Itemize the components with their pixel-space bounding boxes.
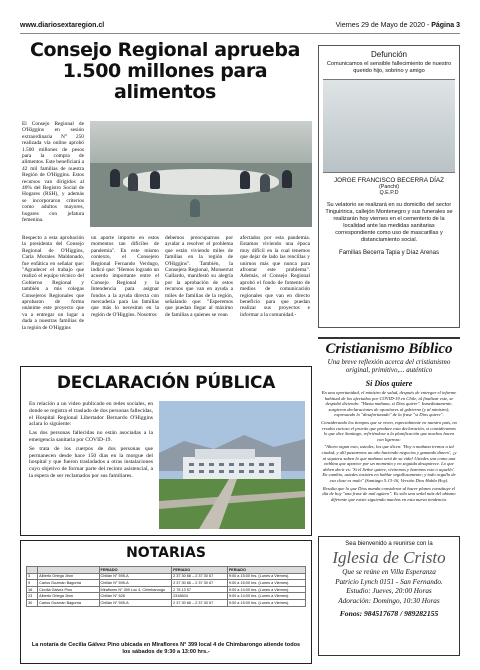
hospital-photo <box>159 401 305 529</box>
church-study-time: Estudio: Jueves, 20:00 Horas <box>346 587 432 595</box>
obituary-intro: Comunicamos el sensible fallecimiento de nuestro querido hijo, sobrino y amigo <box>326 61 452 74</box>
table-row <box>27 580 306 587</box>
notarias-title: NOTARIAS <box>126 545 206 561</box>
cristianismo-subtitle: Una breve reflexión acerca del cristianismo original, primitivo,... auténtico <box>327 358 451 374</box>
table-cell: 2 78 13 57 <box>172 586 228 593</box>
table-cell: 9:00 a 14:00 hrs. (Lunes a Viernes). <box>227 593 305 600</box>
church-invite: Sea bienvenido a reunirse con la <box>345 541 433 547</box>
table-cell: 2 37 30 66 – 2 37 30 67 <box>172 573 228 580</box>
declaracion-box <box>20 366 312 536</box>
table-row <box>27 593 306 600</box>
church-worship-time: Adoración: Domingo, 10:30 Horas <box>338 596 440 605</box>
table-cell: 23 <box>27 593 38 600</box>
declaracion-paragraph: Se trata de los cuerpos de dos personas que permanecen desde hace 150 días en la morgue del hospital y que fueron trasladados a otras instalaciones cuyo objetivo de formar parte del recinto asistencial, a la espera de ser reclamados por sus familiares. <box>29 445 153 479</box>
table-cell: Carlos Guzmán Bagorria <box>38 599 99 606</box>
notarias-footer: La notaría de Cecilia Gálvez Pino ubicada en Miraflores N° 399 local 4 de Chimbarongo atiende todos los sábados de 9:30 a 13:00 hrs.- <box>31 642 301 655</box>
article-column-1a: El Consejo Regional de O'Higgins en sesión extraordinaria N° 250 realizada vía online aprobó 1.500 millones de pesos para la compra de alimentos. Este beneficiará a 42 mil familias de nuestra Región de O'Higgins. Estos recursos van dirigidos al 40% del Registro Social de Hogares (RSH), y además se incorporaron criterios como adultos mayores, hogares con jefatura femenina. <box>22 121 84 224</box>
table-cell: Carlos Guzmán Bagorria <box>38 580 99 587</box>
table-cell: 16 <box>27 586 38 593</box>
column-header <box>38 567 99 574</box>
table-cell: Chillán N° 595-A <box>99 573 172 580</box>
obituary-qepd: Q.E.P.D <box>379 190 399 196</box>
obituary-title: Defunción <box>370 50 408 59</box>
page-number: Página 3 <box>431 22 460 29</box>
article-column-1b: Respecto a esta aprobación la presidenta del Consejo Regional de O'Higgins, Carla Morales Maldonado, fue enfática en señalar que: "Agradecer el trabajo que realizó el equipo técnico del Gobierno Regional y también a mis colegas Consejeros Regionales que aprobaron de forma unánime este proyecto que va a entregar un lugar a dada a nuestras familias de la región de O'Higgins <box>22 235 84 331</box>
cristianismo-heading: Si Dios quiere <box>365 379 413 388</box>
obituary-body: Su velatorio se realizará en su domicilio del sector Tinguiririca, callejón Montenegro y sus funerales se realizarán hoy viernes en el cementerio de la localidad ante las medidas sanitarias correspondiente como uso de mascarillas y distanciamiento social. <box>325 202 453 244</box>
column-header: FERIADO <box>227 567 305 574</box>
table-row <box>27 599 306 606</box>
declaracion-paragraph: Las dos personas fallecidas no están asociadas a la emergencia sanitaria por COVID-19. <box>29 430 153 443</box>
table-cell: 2318604 <box>172 593 228 600</box>
obituary-family: Familias Becerra Tapia y Díaz Arenas <box>339 250 439 257</box>
cristianismo-paragraph: "Ahora oigan esto, ustedes, los que dicen: 'Hoy o mañana iremos a tal ciudad, y allí pasaremos un año haciendo negocios y ganando dinero', ¡y ni siquiera saben lo que mañana será de su vida! Ustedes son como una neblina que aparece por un momento y en seguida desaparece. Lo que deben decir es: 'Si el Señor quiere, viviremos y haremos esto o aquello'. En cambio, ustedes insisten en hablar orgullosamente; y todo orgullo de esa clase es malo" (Santiago 5:13-16, Versión Dios Habla Hoy). <box>321 444 457 483</box>
article-photo <box>90 121 312 227</box>
church-name: Iglesia de Cristo <box>332 548 446 567</box>
table-row <box>27 573 306 580</box>
column-header: FERIADO <box>99 567 172 574</box>
table-cell: 3 <box>27 573 38 580</box>
declaracion-text <box>29 401 153 480</box>
table-cell: Cecilia Gálvez Pino <box>38 586 99 593</box>
church-location: Que se reúne en Villa Esperanza <box>342 568 436 576</box>
table-cell: 2 37 30 66 – 2 37 30 67 <box>172 580 228 587</box>
table-cell: Alberto Ortega Jiron <box>38 593 99 600</box>
article-column-3: debemos preocuparnos por ayudar a resolver el problema que están viviendo miles de familias en la región de O'Higgins". También, la Consejera Regional, Monserrat Gallardo, manifestó su alegría por la aprobación de estos recursos que van en ayuda a miles de familias de la región, señalando que: "Esperemos que puedan llegar al máximo de familias a quienes se vean <box>165 235 233 318</box>
church-address: Patricio Lynch 0151 - San Fernando. <box>335 577 443 586</box>
table-header-row <box>27 567 306 574</box>
cristianismo-title: Cristianismo Bíblico <box>325 341 453 357</box>
column-header <box>27 567 38 574</box>
declaracion-paragraph: En relación a un video publicado en redes sociales, en donde se registra el traslado de dos personas fallecidas, el Hospital Regional Libertador Bernardo O'Higgins aclara lo siguiente: <box>29 401 153 428</box>
article-column-2: un aporte importe en estos momentos tan difíciles de pandemia". En este mismo contexto, el Consejero Regional Fernando Verdugo, indicó que: "Hemos logrado un acuerdo importante entre el Consejo Regional y la Intendencia para asignar fondos a la ayuda directa con mercadería para las familias que más lo necesitan en la región de O'Higgins. Nosotros <box>91 235 159 318</box>
table-cell: Chillán N° 595-A <box>99 580 172 587</box>
cristianismo-paragraph: Resulta que lo que Dios manda considerar al hacer planes constituye el día de hoy "una frase de mal agüero". Es sólo una señal más del abismo diferente que existe siguiendo muchos en esta nueva tendencia. <box>322 485 456 502</box>
table-row <box>27 586 306 593</box>
article-headline: Consejo Regional aprueba 1.500 millones para alimentos <box>29 39 301 103</box>
cristianismo-paragraph: En una oportunidad, el ministro de salud, después de entregar el informe habitual de los afectados por COVID-19 en Chile, al finalizar este, se despidió diciendo: "Hasta mañana, si Dios quiere". Inmediatamente, surgieron declaraciones de opositores al gobierno (y al ministro), expresando lo "desafortunado" de la frase "si Dios quiere". <box>321 390 457 418</box>
page-header <box>20 20 460 34</box>
obituary-name: JORGE FRANCISCO BECERRA DÍAZ <box>333 176 445 184</box>
table-cell: 9:00 a 15:00 hrs. (Lunes a Viernes). <box>227 580 305 587</box>
church-ad <box>318 536 460 656</box>
declaracion-title: DECLARACIÓN PÚBLICA <box>56 373 276 393</box>
notarias-table <box>26 566 306 607</box>
church-phones: Fonos: 984517678 / 989282155 <box>339 609 439 618</box>
obituary-image <box>323 79 455 173</box>
site-url[interactable]: www.diariosextaregion.cl <box>20 22 105 29</box>
table-cell: Alberto Ortega Jiron <box>38 573 99 580</box>
table-cell: 9:00 a 14:00 hrs. (Lunes a Viernes). <box>227 586 305 593</box>
table-cell: Chillán N° 595-A <box>99 599 172 606</box>
obituary-box <box>318 45 460 328</box>
table-cell: Chillán N° 626 <box>99 593 172 600</box>
table-cell: 9:00 a 15:00 hrs. (Lunes a Viernes). <box>227 599 305 606</box>
table-cell: Miraflores N° 399 Loc 4, Chimbarongo <box>99 586 172 593</box>
notarias-box <box>20 540 312 664</box>
article-column-4: afectados por esta pandemia. Estamos viviendo una época muy difícil en la cual tenemos que dejar de lado las rencillas y unirnos más que nunca para afrontar este problema". Además, el Consejo Regional aprobó el fondo de fomento de medios de comunicación regionales que van en directo beneficio para que puedan realizar sus proyectos e informar a la comunidad.- <box>240 235 310 318</box>
cristianismo-paragraph: Considerando los tiempos que se viven, especialmente en nuestro país, no resulta curioso el prurito que produce esta declaración, si consideramos lo que dice Santiago, refiriéndose a la planificación que muchos hacen con ligereza: <box>321 419 457 442</box>
table-cell: 9:00 a 15:00 hrs. (Lunes a Viernes). <box>227 573 305 580</box>
table-cell: 2 37 30 66 – 2 37 30 67 <box>172 599 228 606</box>
table-cell: 9 <box>27 580 38 587</box>
obituary-nickname: (Panchi) <box>378 183 400 190</box>
page-date: Viernes 29 de Mayo de 2020 - Página 3 <box>335 22 460 29</box>
table-cell: 30 <box>27 599 38 606</box>
column-header: FERIADO <box>172 567 228 574</box>
